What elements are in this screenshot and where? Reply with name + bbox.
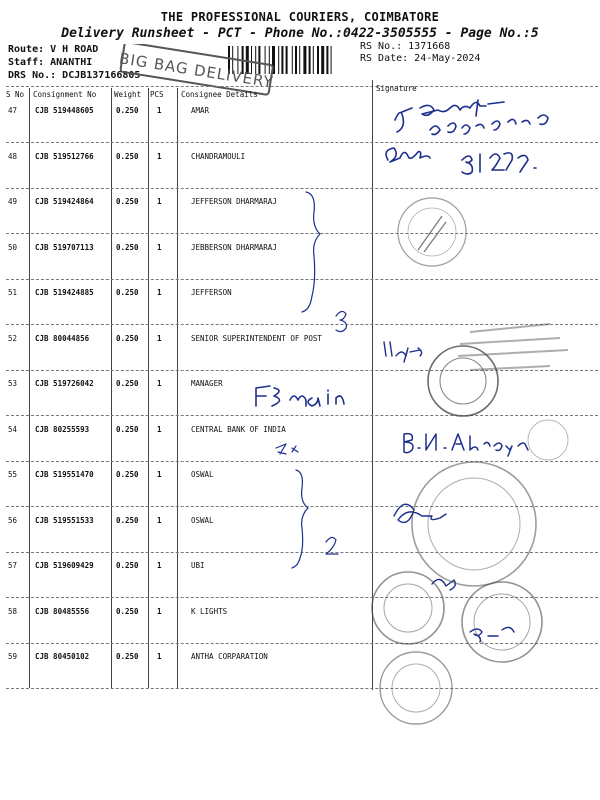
row-pcs: 1 — [157, 379, 162, 388]
row-consignment-no: CJB 519551533 — [35, 515, 94, 525]
row-consignee: JEBBERSON DHARMARAJ — [191, 242, 277, 252]
row-consignee: JEFFERSON DHARMARAJ — [191, 197, 277, 206]
row-sno: 49 — [8, 197, 18, 206]
row-consignment-no: CJB 519424864 — [35, 197, 94, 206]
row-consignment-no: CJB 80485556 — [35, 606, 90, 616]
row-weight: 0.250 — [116, 652, 139, 661]
row-consignment-no: CJB 80450102 — [35, 652, 90, 661]
row-consignment-no: CJB 80255593 — [35, 424, 90, 434]
row-consignment-no: CJB 519726042 — [35, 379, 94, 388]
row-consignment-no: CJB 519448605 — [35, 106, 94, 115]
row-pcs: 1 — [157, 197, 162, 206]
row-pcs: 1 — [157, 333, 162, 343]
company-name: THE PROFESSIONAL COURIERS, COIMBATORE — [160, 10, 440, 24]
row-consignment-no: CJB 519707113 — [35, 242, 94, 252]
row-weight: 0.250 — [116, 106, 139, 115]
row-sno: 53 — [8, 379, 18, 388]
row-pcs: 1 — [157, 470, 162, 479]
col-header-consignment: Consignment No — [33, 90, 97, 99]
row-consignee: UBI — [191, 561, 205, 570]
row-weight: 0.250 — [116, 606, 139, 616]
row-sno: 47 — [8, 106, 18, 115]
row-weight: 0.250 — [116, 379, 139, 388]
col-header-sno: S No — [6, 90, 25, 99]
row-consignee: ANTHA CORPARATION — [191, 652, 268, 661]
staff-label: Staff: ANANTHI — [8, 57, 93, 68]
row-consignment-no: CJB 519512766 — [35, 151, 94, 161]
row-consignee: CENTRAL BANK OF INDIA — [191, 424, 286, 434]
col-header-weight: Weight — [114, 90, 142, 99]
row-consignment-no: CJB 519551470 — [35, 470, 94, 479]
row-consignment-no: CJB 80044856 — [35, 333, 90, 343]
row-sno: 48 — [8, 151, 18, 161]
row-pcs: 1 — [157, 561, 162, 570]
row-sno: 54 — [8, 424, 18, 434]
row-sno: 57 — [8, 561, 18, 570]
row-sno: 56 — [8, 515, 18, 525]
sheet-title: Delivery Runsheet - PCT - Phone No.:0422-3505555 - Page No.:5 — [61, 26, 539, 41]
row-consignee: OSWAL — [191, 470, 214, 479]
row-weight: 0.250 — [116, 470, 139, 479]
row-weight: 0.250 — [116, 197, 139, 206]
row-consignee: OSWAL — [191, 515, 214, 525]
row-consignee: CHANDRAMOULI — [191, 151, 246, 161]
row-consignment-no: CJB 519424885 — [35, 288, 94, 297]
row-pcs: 1 — [157, 424, 162, 434]
col-header-pcs: PCS — [150, 90, 164, 99]
row-weight: 0.250 — [116, 151, 139, 161]
row-consignee: K LIGHTS — [191, 606, 228, 616]
rs-date: RS Date: 24-May-2024 — [360, 53, 481, 64]
row-pcs: 1 — [157, 242, 162, 252]
row-consignee: SENIOR SUPERINTENDENT OF POST — [191, 333, 322, 343]
row-weight: 0.250 — [116, 424, 139, 434]
row-pcs: 1 — [157, 515, 162, 525]
row-pcs: 1 — [157, 106, 162, 115]
row-weight: 0.250 — [116, 561, 139, 570]
row-weight: 0.250 — [116, 333, 139, 343]
row-pcs: 1 — [157, 151, 162, 161]
row-consignee: AMAR — [191, 106, 210, 115]
row-sno: 58 — [8, 606, 18, 616]
row-sno: 55 — [8, 470, 18, 479]
row-consignment-no: CJB 519609429 — [35, 561, 94, 570]
svg-text:BIG BAG DELIVERY: BIG BAG DELIVERY — [117, 49, 275, 92]
col-header-consignee: Consignee Details — [181, 90, 258, 99]
row-pcs: 1 — [157, 288, 162, 297]
row-consignee: MANAGER — [191, 379, 223, 388]
col-header-signature: Signature — [376, 84, 417, 93]
route-label: Route: V H ROAD — [8, 44, 99, 55]
row-pcs: 1 — [157, 606, 162, 616]
row-pcs: 1 — [157, 652, 162, 661]
row-weight: 0.250 — [116, 242, 139, 252]
rs-number: RS No.: 1371668 — [360, 41, 451, 52]
row-sno: 59 — [8, 652, 18, 661]
row-weight: 0.250 — [116, 515, 139, 525]
drs-number: DRS No.: DCJB137166805 — [8, 70, 141, 81]
row-weight: 0.250 — [116, 288, 139, 297]
row-consignee: JEFFERSON — [191, 288, 232, 297]
row-sno: 50 — [8, 242, 18, 252]
row-sno: 52 — [8, 333, 18, 343]
row-sno: 51 — [8, 288, 18, 297]
